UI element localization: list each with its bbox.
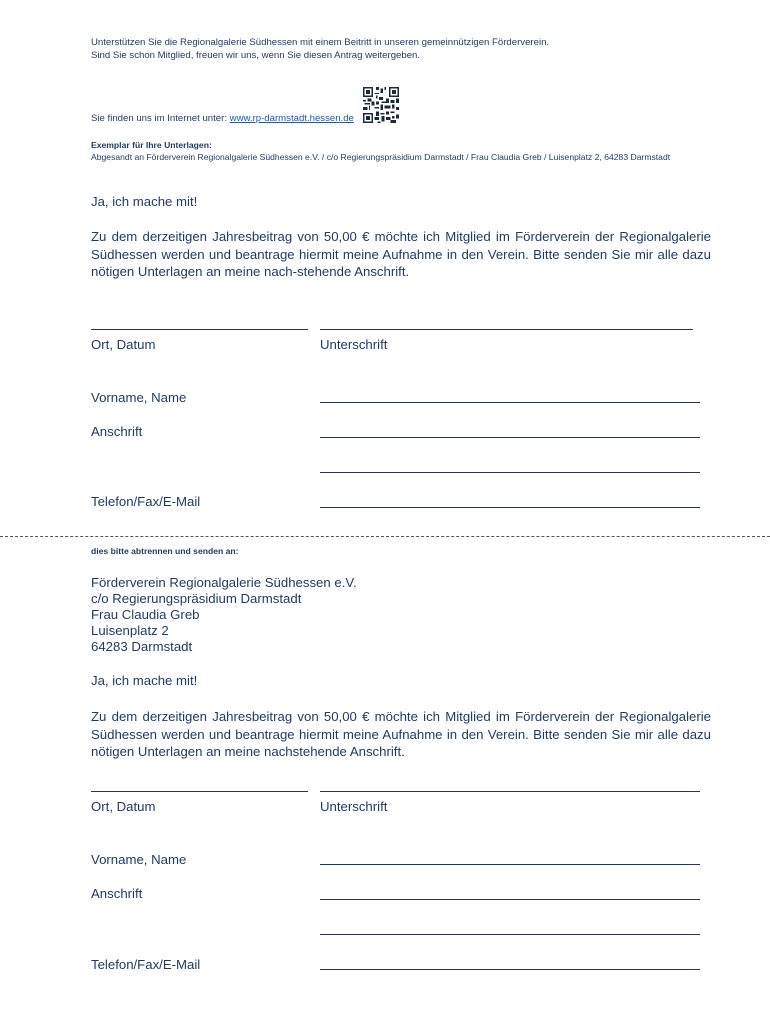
recipient-line-2: c/o Regierungspräsidium Darmstadt — [91, 591, 302, 606]
qr-code-icon — [362, 87, 400, 123]
website-link[interactable]: www.rp-darmstadt.hessen.de — [229, 113, 354, 124]
intro-line-1: Unterstützen Sie die Regionalgalerie Südhessen mit einem Beitritt in unseren gemeinnützigen Förderverein. — [91, 37, 550, 48]
form-top-body: Zu dem derzeitigen Jahresbeitrag von 50,00 € möchte ich Mitglied im Förderverein der Regionalgalerie Südhessen werden und beantrage hiermit meine Aufnahme in den Verein. Bitte senden Sie mir alle dazu nötigen Unterlagen an meine nach-stehende Anschrift. — [91, 229, 711, 279]
recipient-line-5: 64283 Darmstadt — [91, 639, 193, 654]
form-top-title: Ja, ich mache mit! — [91, 194, 198, 209]
contact-label-bottom: Telefon/Fax/E-Mail — [91, 957, 201, 972]
copy-note-address: Abgesandt an Förderverein Regionalgalerie Südhessen e.V. / c/o Regierungspräsidium Darmstadt / Frau Claudia Greb / Luisenplatz 2, 64283 Darmstadt — [91, 152, 671, 162]
signature-label: Unterschrift — [320, 337, 388, 352]
signature-label-bottom: Unterschrift — [320, 799, 388, 814]
signature-line[interactable] — [320, 329, 693, 330]
cutoff-instruction: dies bitte abtrennen und senden an: — [91, 546, 239, 556]
website-line — [91, 112, 354, 125]
website-prefix: Sie finden uns im Internet unter: — [91, 113, 230, 124]
copy-note-heading: Exemplar für Ihre Unterlagen: — [91, 140, 212, 150]
recipient-line-3: Frau Claudia Greb — [91, 607, 200, 622]
name-line-bottom[interactable] — [320, 864, 700, 865]
address-label-bottom: Anschrift — [91, 886, 143, 901]
recipient-line-1: Förderverein Regionalgalerie Südhessen e.V. — [91, 575, 357, 590]
name-label-bottom: Vorname, Name — [91, 852, 187, 867]
name-label: Vorname, Name — [91, 390, 187, 405]
place-date-line-bottom[interactable] — [91, 791, 308, 792]
intro-line-2: Sind Sie schon Mitglied, freuen wir uns, wenn Sie diesen Antrag weitergeben. — [91, 50, 421, 61]
form-bottom-body: Zu dem derzeitigen Jahresbeitrag von 50,00 € möchte ich Mitglied im Förderverein der Regionalgalerie Südhessen werden und beantrage hiermit meine Aufnahme in den Verein. Bitte senden Sie mir alle dazu nötigen Unterlagen an meine nachstehende Anschrift. — [91, 709, 711, 759]
address-line-2[interactable] — [320, 472, 700, 473]
address-line-1-bottom[interactable] — [320, 899, 700, 900]
place-date-line[interactable] — [91, 329, 308, 330]
contact-line[interactable] — [320, 507, 700, 508]
cut-line — [0, 536, 770, 537]
name-line[interactable] — [320, 402, 700, 403]
form-bottom-title: Ja, ich mache mit! — [91, 673, 198, 688]
signature-line-bottom[interactable] — [320, 791, 700, 792]
contact-line-bottom[interactable] — [320, 969, 700, 970]
recipient-line-4: Luisenplatz 2 — [91, 623, 169, 638]
contact-label: Telefon/Fax/E-Mail — [91, 494, 201, 509]
address-line-1[interactable] — [320, 437, 700, 438]
address-label: Anschrift — [91, 424, 143, 439]
place-date-label: Ort, Datum — [91, 337, 156, 352]
place-date-label-bottom: Ort, Datum — [91, 799, 156, 814]
address-line-2-bottom[interactable] — [320, 934, 700, 935]
